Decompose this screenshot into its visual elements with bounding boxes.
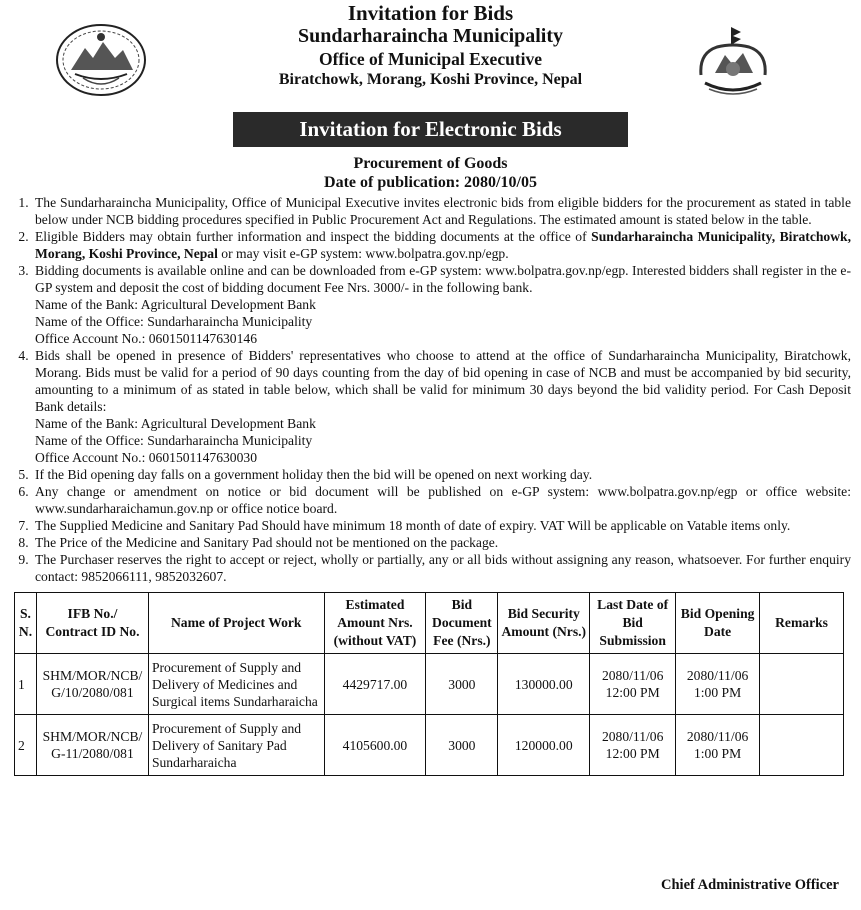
- cell-opening: 2080/11/06 1:00 PM: [676, 715, 760, 776]
- municipality-emblem-icon: [53, 22, 149, 98]
- cell-security: 130000.00: [498, 654, 590, 715]
- header-sn: S. N.: [15, 593, 37, 654]
- clause-text: Any change or amendment on notice or bid document will be published on e-GP system: www.bolpatra.gov.np/egp or office website: www.sundarharaichamun.gov.np or office notice board.: [35, 484, 851, 516]
- cell-remarks: [760, 715, 844, 776]
- clause-3: [32, 262, 851, 347]
- clause-2: [32, 228, 851, 262]
- clause-9: [32, 551, 851, 585]
- header-remarks: Remarks: [760, 593, 844, 654]
- header-fee: Bid Document Fee (Nrs.): [426, 593, 498, 654]
- clause-text: If the Bid opening day falls on a government holiday then the bid will be opened on next working day.: [35, 467, 593, 482]
- notice-header: [10, 0, 851, 112]
- clause-text: Eligible Bidders may obtain further information and inspect the bidding documents at the office of: [35, 229, 592, 244]
- header-ifb: IFB No./ Contract ID No.: [36, 593, 148, 654]
- bank-account-number: Office Account No.: 0601501147630146: [35, 331, 257, 346]
- clause-text: Bidding documents is available online and can be downloaded from e-GP system: www.bolpatra.gov.np/egp. Interested bidders shall register in the e-GP system and deposit the cost of bidding document Fee Nrs. 3000/- in the following bank.: [35, 263, 851, 295]
- clause-text: The Purchaser reserves the right to accept or reject, wholly or partially, any or all bids without assigning any reason, whatsoever. For further enquiry contact: 9852066111, 9852032607.: [35, 552, 851, 584]
- clause-5: [32, 466, 851, 483]
- cell-opening: 2080/11/06 1:00 PM: [676, 654, 760, 715]
- procurement-type: Procurement of Goods: [353, 155, 508, 172]
- publication-date: Date of publication: 2080/10/05: [324, 174, 537, 191]
- banner-title: Invitation for Electronic Bids: [233, 112, 628, 147]
- clause-text: The Price of the Medicine and Sanitary Pad should not be mentioned on the package.: [35, 535, 499, 550]
- bank-name: Name of the Bank: Agricultural Development Bank: [35, 416, 316, 431]
- office-name: Office of Municipal Executive: [318, 49, 543, 69]
- nepal-emblem-icon: [691, 25, 775, 99]
- clause-1: [32, 194, 851, 228]
- organization-name: Sundarharaincha Municipality: [297, 25, 564, 47]
- bank-office-name: Name of the Office: Sundarharaincha Municipality: [35, 433, 313, 448]
- header-estimate: Estimated Amount Nrs. (without VAT): [324, 593, 426, 654]
- signatory: Chief Administrative Officer: [661, 877, 839, 893]
- bid-table: [14, 592, 844, 776]
- cell-last-date: 2080/11/06 12:00 PM: [590, 715, 676, 776]
- cell-fee: 3000: [426, 715, 498, 776]
- header-opening: Bid Opening Date: [676, 593, 760, 654]
- clause-text: The Sundarharaincha Municipality, Office of Municipal Executive invites electronic bids from eligible bidders for the procurement as stated in table below under NCB bidding procedures specified in Public Procurement Act and Regulations. The estimated amount is stated below in the table.: [35, 195, 851, 227]
- cell-ifb: SHM/MOR/NCB/ G/10/2080/081: [36, 654, 148, 715]
- bank-office-name: Name of the Office: Sundarharaincha Municipality: [35, 314, 313, 329]
- clause-4: [32, 347, 851, 466]
- clause-text: or may visit e-GP system: www.bolpatra.gov.np/egp.: [217, 246, 509, 261]
- cell-estimate: 4105600.00: [324, 715, 426, 776]
- notice-title: Invitation for Bids: [347, 1, 514, 25]
- clause-8: [32, 534, 851, 551]
- cell-project-name: Procurement of Supply and Delivery of Sanitary Pad Sundarharaicha: [148, 715, 324, 776]
- table-header-row: [15, 593, 844, 654]
- clause-7: [32, 517, 851, 534]
- clause-text: The Supplied Medicine and Sanitary Pad Should have minimum 18 month of date of expiry. VAT Will be applicable on Vatable items only.: [35, 518, 791, 533]
- bank-account-number: Office Account No.: 0601501147630030: [35, 450, 257, 465]
- bank-name: Name of the Bank: Agricultural Development Bank: [35, 297, 316, 312]
- header-project-name: Name of Project Work: [148, 593, 324, 654]
- clause-list: [10, 194, 851, 585]
- cell-security: 120000.00: [498, 715, 590, 776]
- cell-sn: 1: [15, 654, 37, 715]
- table-row: [15, 654, 844, 715]
- table-row: [15, 715, 844, 776]
- office-location: Sundarharaincha Municipality, Biratchowk, Morang, Koshi Province, Nepal: [35, 229, 851, 261]
- clause-text: Bids shall be opened in presence of Bidders' representatives who choose to attend at the office of Sundarharaincha Municipality, Biratchowk, Morang. Bids must be valid for a period of 90 days counting from the day of bid opening in case of NCB and must be accompanied by bid security, amounting to a minimum of as stated in table below, which shall be valid for minimum 30 days beyond the bid validity period. For Cash Deposit Bank details:: [35, 348, 851, 414]
- cell-sn: 2: [15, 715, 37, 776]
- cell-remarks: [760, 654, 844, 715]
- cell-ifb: SHM/MOR/NCB/ G-11/2080/081: [36, 715, 148, 776]
- cell-estimate: 4429717.00: [324, 654, 426, 715]
- clause-6: [32, 483, 851, 517]
- header-security: Bid Security Amount (Nrs.): [498, 593, 590, 654]
- header-last-date: Last Date of Bid Submission: [590, 593, 676, 654]
- cell-fee: 3000: [426, 654, 498, 715]
- cell-last-date: 2080/11/06 12:00 PM: [590, 654, 676, 715]
- cell-project-name: Procurement of Supply and Delivery of Medicines and Surgical items Sundarharaicha: [148, 654, 324, 715]
- office-address: Biratchowk, Morang, Koshi Province, Nepal: [278, 71, 583, 88]
